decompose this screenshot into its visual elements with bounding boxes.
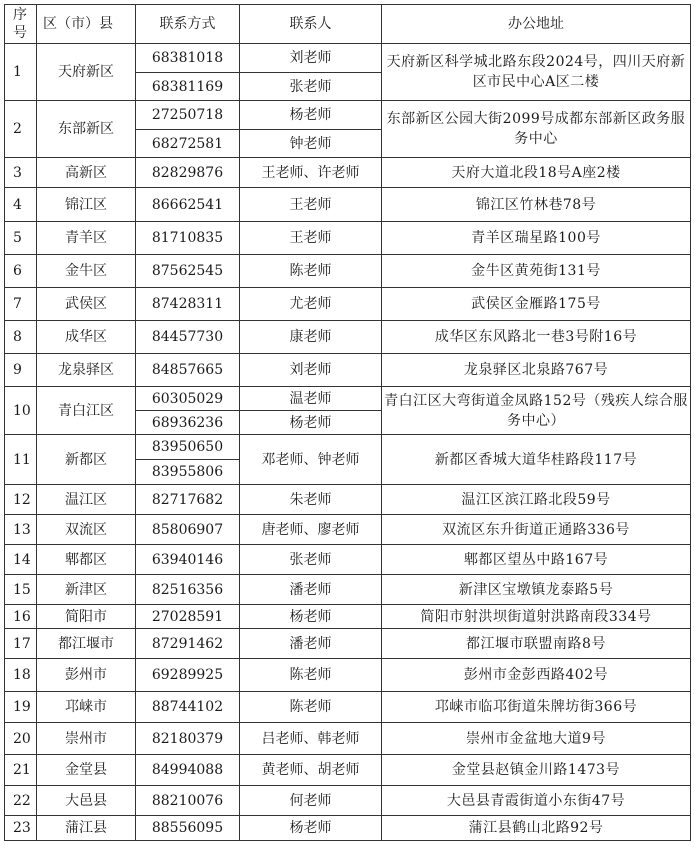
contact-person: 刘老师 <box>240 44 382 73</box>
table-row <box>5 44 691 73</box>
phone-number: 87291462 <box>136 629 240 659</box>
office-address: 蒲江县鹤山北路92号 <box>382 816 691 841</box>
table-row <box>5 659 691 692</box>
county-name: 彭州市 <box>37 659 136 692</box>
county-name: 蒲江县 <box>37 816 136 841</box>
office-address: 大邑县青霞街道小东街47号 <box>382 786 691 816</box>
county-name: 都江堰市 <box>37 629 136 659</box>
contact-person: 潘老师 <box>240 575 382 605</box>
contact-person: 温老师 <box>240 387 382 411</box>
county-name: 龙泉驿区 <box>37 354 136 387</box>
header-county: 区（市）县 <box>37 5 136 44</box>
table-row <box>5 387 691 411</box>
phone-number: 82717682 <box>136 485 240 515</box>
office-address: 双流区东升街道正通路336号 <box>382 515 691 545</box>
contact-person: 刘老师 <box>240 354 382 387</box>
contact-person: 吕老师、韩老师 <box>240 723 382 755</box>
table-row <box>5 255 691 288</box>
phone-number: 88744102 <box>136 692 240 723</box>
contact-person: 王老师、许老师 <box>240 158 382 188</box>
row-number: 3 <box>5 158 37 188</box>
phone-number: 84994088 <box>136 755 240 786</box>
row-number: 16 <box>5 605 37 629</box>
office-address: 金牛区黄苑街131号 <box>382 255 691 288</box>
row-number: 9 <box>5 354 37 387</box>
row-number: 12 <box>5 485 37 515</box>
county-name: 温江区 <box>37 485 136 515</box>
contact-person: 杨老师 <box>240 411 382 435</box>
row-number: 7 <box>5 288 37 321</box>
table-row <box>5 545 691 575</box>
county-name: 简阳市 <box>37 605 136 629</box>
phone-number: 69289925 <box>136 659 240 692</box>
county-name: 郫都区 <box>37 545 136 575</box>
office-address: 青白江区大弯街道金凤路152号（残疾人综合服务中心） <box>382 387 691 435</box>
table-row <box>5 435 691 460</box>
row-number: 6 <box>5 255 37 288</box>
contact-person: 陈老师 <box>240 255 382 288</box>
table-row <box>5 786 691 816</box>
county-name: 新津区 <box>37 575 136 605</box>
county-name: 邛崃市 <box>37 692 136 723</box>
table-row <box>5 629 691 659</box>
county-name: 金堂县 <box>37 755 136 786</box>
office-address: 金堂县赵镇金川路1473号 <box>382 755 691 786</box>
county-name: 高新区 <box>37 158 136 188</box>
contact-person: 邓老师、钟老师 <box>240 435 382 485</box>
office-address: 都江堰市联盟南路8号 <box>382 629 691 659</box>
office-address: 青羊区瑞星路100号 <box>382 222 691 255</box>
phone-number: 84457730 <box>136 321 240 354</box>
row-number: 22 <box>5 786 37 816</box>
row-number: 15 <box>5 575 37 605</box>
office-address: 彭州市金彭西路402号 <box>382 659 691 692</box>
phone-number: 83955806 <box>136 460 240 485</box>
office-address: 温江区滨江路北段59号 <box>382 485 691 515</box>
phone-number: 82829876 <box>136 158 240 188</box>
contact-person: 尤老师 <box>240 288 382 321</box>
header-phone: 联系方式 <box>136 5 240 44</box>
row-number: 11 <box>5 435 37 485</box>
table-row <box>5 485 691 515</box>
table-row <box>5 222 691 255</box>
phone-number: 27250718 <box>136 101 240 130</box>
county-name: 双流区 <box>37 515 136 545</box>
phone-number: 88210076 <box>136 786 240 816</box>
row-number: 2 <box>5 101 37 158</box>
contact-person: 张老师 <box>240 73 382 101</box>
phone-number: 68381018 <box>136 44 240 73</box>
phone-number: 83950650 <box>136 435 240 460</box>
row-number: 20 <box>5 723 37 755</box>
contact-person: 何老师 <box>240 786 382 816</box>
phone-number: 87428311 <box>136 288 240 321</box>
contact-person: 杨老师 <box>240 605 382 629</box>
phone-number: 68381169 <box>136 73 240 101</box>
row-number: 18 <box>5 659 37 692</box>
table-row <box>5 755 691 786</box>
row-number: 5 <box>5 222 37 255</box>
table-row <box>5 605 691 629</box>
table-row <box>5 188 691 222</box>
phone-number: 84857665 <box>136 354 240 387</box>
office-address: 邛崃市临邛街道朱牌坊街366号 <box>382 692 691 723</box>
phone-number: 68936236 <box>136 411 240 435</box>
office-address: 简阳市射洪坝街道射洪路南段334号 <box>382 605 691 629</box>
table-row <box>5 354 691 387</box>
contact-person: 杨老师 <box>240 816 382 841</box>
contact-person: 王老师 <box>240 222 382 255</box>
table-row <box>5 575 691 605</box>
row-number: 10 <box>5 387 37 435</box>
office-address: 新津区宝墩镇龙泰路5号 <box>382 575 691 605</box>
office-address: 天府新区科学城北路东段2024号，四川天府新区市民中心A区二楼 <box>382 44 691 101</box>
row-number: 21 <box>5 755 37 786</box>
contact-person: 唐老师、廖老师 <box>240 515 382 545</box>
phone-number: 60305029 <box>136 387 240 411</box>
table-row <box>5 692 691 723</box>
row-number: 1 <box>5 44 37 101</box>
header-contact: 联系人 <box>240 5 382 44</box>
contact-person: 康老师 <box>240 321 382 354</box>
contact-person: 陈老师 <box>240 692 382 723</box>
table-row <box>5 101 691 130</box>
contact-person: 王老师 <box>240 188 382 222</box>
table-row <box>5 158 691 188</box>
office-address: 新都区香城大道华桂路段117号 <box>382 435 691 485</box>
row-number: 13 <box>5 515 37 545</box>
county-name: 崇州市 <box>37 723 136 755</box>
county-name: 金牛区 <box>37 255 136 288</box>
county-name: 大邑县 <box>37 786 136 816</box>
phone-number: 63940146 <box>136 545 240 575</box>
phone-number: 88556095 <box>136 816 240 841</box>
table-row <box>5 816 691 841</box>
contact-person: 钟老师 <box>240 130 382 158</box>
contact-person: 张老师 <box>240 545 382 575</box>
county-name: 武侯区 <box>37 288 136 321</box>
phone-number: 86662541 <box>136 188 240 222</box>
header-seq: 序号 <box>5 5 37 44</box>
phone-number: 87562545 <box>136 255 240 288</box>
table-row <box>5 723 691 755</box>
phone-number: 85806907 <box>136 515 240 545</box>
county-name: 青白江区 <box>37 387 136 435</box>
contact-person: 杨老师 <box>240 101 382 130</box>
phone-number: 82180379 <box>136 723 240 755</box>
row-number: 8 <box>5 321 37 354</box>
county-name: 天府新区 <box>37 44 136 101</box>
phone-number: 68272581 <box>136 130 240 158</box>
office-address: 成华区东风路北一巷3号附16号 <box>382 321 691 354</box>
table-body <box>5 44 691 841</box>
header-address: 办公地址 <box>382 5 691 44</box>
office-address: 锦江区竹林巷78号 <box>382 188 691 222</box>
contact-person: 潘老师 <box>240 629 382 659</box>
table-row <box>5 515 691 545</box>
phone-number: 27028591 <box>136 605 240 629</box>
row-number: 4 <box>5 188 37 222</box>
phone-number: 81710835 <box>136 222 240 255</box>
county-name: 东部新区 <box>37 101 136 158</box>
phone-number: 82516356 <box>136 575 240 605</box>
row-number: 17 <box>5 629 37 659</box>
county-name: 新都区 <box>37 435 136 485</box>
contact-person: 黄老师、胡老师 <box>240 755 382 786</box>
office-address: 东部新区公园大街2099号成都东部新区政务服务中心 <box>382 101 691 158</box>
header-row <box>5 5 691 44</box>
table-row <box>5 321 691 354</box>
table-row <box>5 288 691 321</box>
office-address: 天府大道北段18号A座2楼 <box>382 158 691 188</box>
office-address: 武侯区金雁路175号 <box>382 288 691 321</box>
county-name: 锦江区 <box>37 188 136 222</box>
office-address: 龙泉驿区北泉路767号 <box>382 354 691 387</box>
row-number: 19 <box>5 692 37 723</box>
contact-table <box>4 4 691 841</box>
county-name: 成华区 <box>37 321 136 354</box>
row-number: 23 <box>5 816 37 841</box>
office-address: 崇州市金盆地大道9号 <box>382 723 691 755</box>
contact-person: 陈老师 <box>240 659 382 692</box>
contact-person: 朱老师 <box>240 485 382 515</box>
row-number: 14 <box>5 545 37 575</box>
office-address: 郫都区望丛中路167号 <box>382 545 691 575</box>
county-name: 青羊区 <box>37 222 136 255</box>
